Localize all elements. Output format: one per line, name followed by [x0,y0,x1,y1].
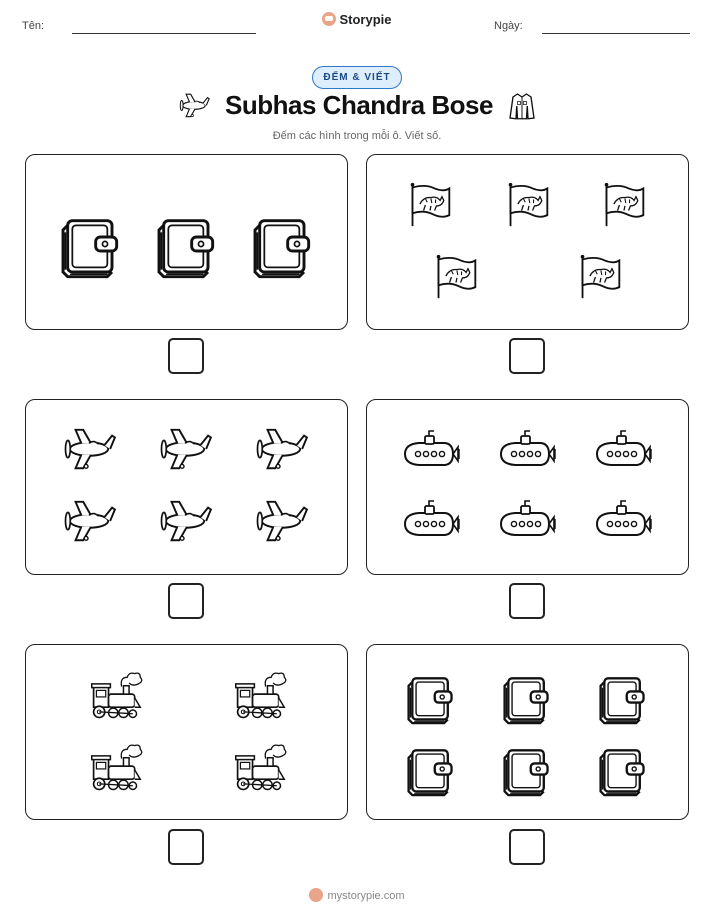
wallet-icon [56,209,126,279]
count-box-3 [25,399,348,575]
name-label: Tên: [22,20,45,32]
storypie-logo-icon [322,12,336,26]
airplane-icon [252,498,310,546]
airplane-icon [156,426,214,474]
answer-box-6[interactable] [509,829,545,865]
wallet-icon [595,669,651,725]
submarine-icon [497,430,557,474]
steam-train-icon [232,741,288,795]
count-box-2 [366,154,689,330]
brand-name: Storypie [339,12,392,27]
steam-train-icon [232,669,288,723]
count-box-6 [366,644,689,820]
submarine-icon [401,430,461,474]
airplane-icon [156,498,214,546]
submarine-icon [593,430,653,474]
jacket-icon [507,91,537,121]
tiger-flag-icon [407,181,453,229]
count-box-5 [25,644,348,820]
answer-box-1[interactable] [168,338,204,374]
submarine-icon [401,500,461,544]
airplane-icon [60,498,118,546]
submarine-icon [593,500,653,544]
answer-box-5[interactable] [168,829,204,865]
airplane-icon [252,426,310,474]
tiger-flag-icon [505,181,551,229]
storypie-logo-icon [309,888,323,902]
wallet-icon [403,741,459,797]
answer-box-3[interactable] [168,583,204,619]
airplane-icon [60,426,118,474]
submarine-icon [497,500,557,544]
count-box-4 [366,399,689,575]
date-line[interactable] [542,33,690,34]
footer-url[interactable]: mystorypie.com [327,890,405,902]
answer-box-2[interactable] [509,338,545,374]
steam-train-icon [88,741,144,795]
wallet-icon [152,209,222,279]
brand [0,12,714,27]
title-row [0,90,714,121]
footer [0,888,714,902]
wallet-icon [248,209,318,279]
category-badge: ĐẾM & VIẾT [312,66,401,89]
wallet-icon [595,741,651,797]
wallet-icon [403,669,459,725]
count-box-1 [25,154,348,330]
tiger-flag-icon [433,253,479,301]
tiger-flag-icon [601,181,647,229]
page-title: Subhas Chandra Bose [225,90,493,120]
name-line[interactable] [72,33,256,34]
answer-box-4[interactable] [509,583,545,619]
wallet-icon [499,669,555,725]
wallet-icon [499,741,555,797]
tiger-flag-icon [577,253,623,301]
steam-train-icon [88,669,144,723]
airplane-icon [177,92,211,120]
date-label: Ngày: [494,20,523,32]
instructions: Đếm các hình trong mỗi ô. Viết số. [272,130,442,142]
